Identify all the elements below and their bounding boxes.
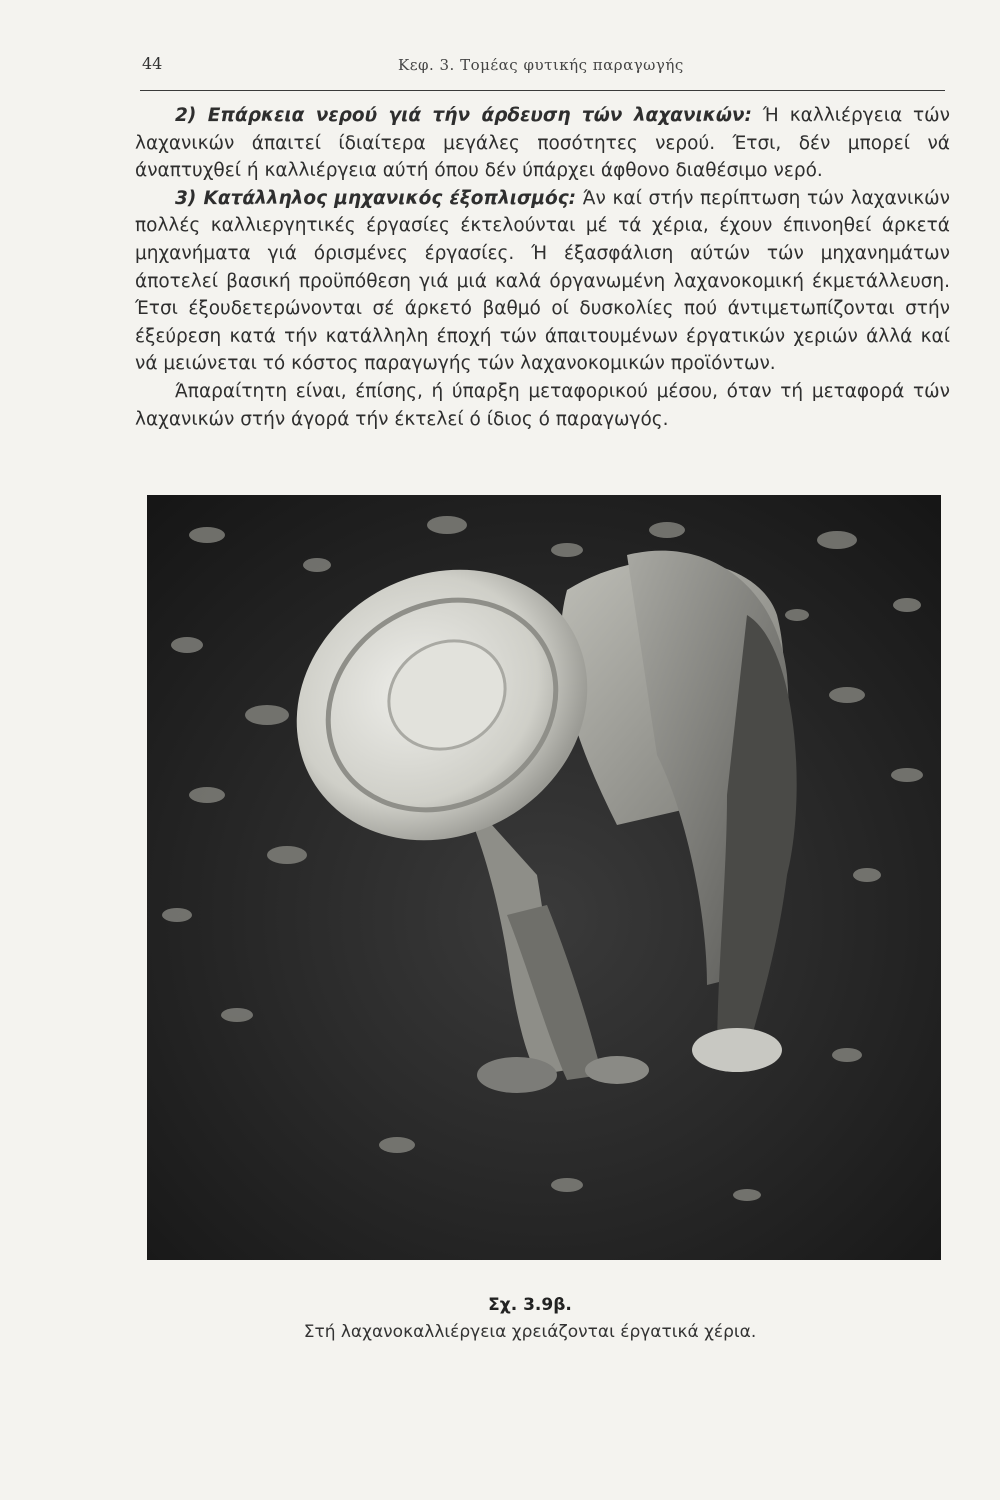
body-text (135, 102, 950, 433)
running-header (140, 52, 945, 91)
field-worker-photo (147, 495, 941, 1260)
paragraph-body: Άπαραίτητη είναι, έπίσης, ή ύπαρξη μεταφορικού μέσου, όταν τή μεταφορά τών λαχανικών στήν άγορά τήν έκτελεί ό ίδιος ό παραγωγός. (135, 380, 950, 430)
paragraph-equipment (135, 185, 950, 378)
paragraph-transport (135, 378, 950, 433)
paragraph-body: Ή καλλιέργεια τών λαχανικών άπαιτεί ίδιαίτερα μεγάλες ποσότητες νερού. Έτσι, δέν μπορεί νά άναπτυχθεί ή καλλιέργεια αύτή όπου δέν ύπάρχει άφθονο διαθέσιμο νερό. (135, 105, 951, 182)
figure-label: Σχ. 3.9β. (488, 1295, 572, 1315)
page-number: 44 (142, 54, 163, 73)
paragraph-irrigation (135, 102, 950, 185)
chapter-title: Κεφ. 3. Τομέας φυτικής παραγωγής (398, 56, 684, 74)
figure-caption: Στή λαχανοκαλλιέργεια χρειάζονται έργατικά χέρια. (303, 1322, 757, 1342)
paragraph-heading: 2) Επάρκεια νερού γιά τήν άρδευση τών λαχανικών: (175, 105, 752, 126)
photo-illustration (147, 495, 941, 1260)
paragraph-heading: 3) Κατάλληλος μηχανικός έξοπλισμός: (175, 187, 577, 209)
paragraph-body: Άν καί στήν περίπτωση τών λαχανικών πολλές καλλιεργητικές έργασίες έκτελούνται μέ τά χέρια, έχουν έπινοηθεί άρκετά μηχανήματα γιά όρισμένες έργασίες. Ή έξασφάλιση αύτών τών μηχανημάτων άποτελεί βασική προϋπόθεση γιά μιά καλά όργανωμένη λαχανοκομική έκμετάλλευση. Έτσι έξουδετερώνονται σέ άρκετό βαθμό οί δυσκολίες πού άντιμετωπίζονται στήν έξεύρεση κατά τήν κατάλληλη έποχή τών άπαιτουμένων έργατικών χεριών άλλά καί νά μειώνεται τό κόστος παραγωγής τών λαχανοκομικών προϊόντων. (135, 187, 950, 375)
